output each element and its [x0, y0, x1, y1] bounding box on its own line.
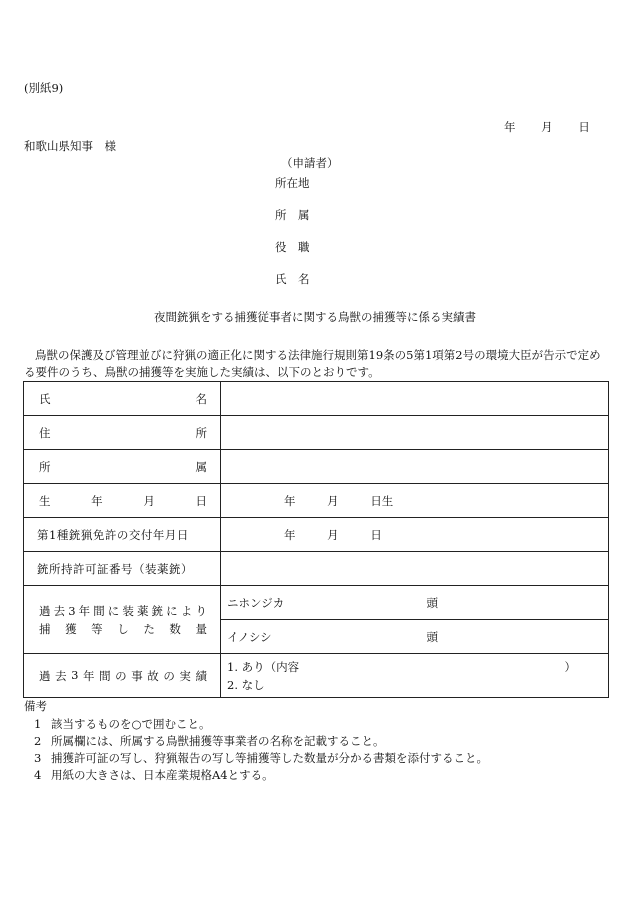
affiliation-label: 所 属: [39, 459, 207, 474]
note-item-4: 4 用紙の大きさは、日本産業規格A4とする。: [34, 768, 274, 782]
table-row-address: [24, 416, 609, 450]
birth-date-label: 生 年 月 日: [39, 493, 207, 508]
applicant-affiliation-label: 所 属: [275, 208, 310, 222]
accident-value-cell[interactable]: [221, 654, 609, 698]
affiliation-label-cell: [24, 450, 221, 484]
form-number: (別紙9): [24, 81, 64, 95]
species-boar: イノシシ: [227, 629, 272, 644]
accident-option-no[interactable]: 2. なし: [227, 677, 265, 692]
date-year-label: 年: [504, 120, 516, 134]
addressee: 和歌山県知事 様: [24, 139, 116, 153]
date-month-label: 月: [541, 120, 553, 134]
table-row-catch-deer: [24, 586, 609, 620]
catch-deer-value-cell[interactable]: [221, 586, 609, 620]
catch-boar-value-cell[interactable]: [221, 620, 609, 654]
catch-count-label: 過 去 3 年 間 に 装 薬 銃 に よ り 捕 獲 等 し た 数 量: [39, 603, 207, 636]
license-date-value-cell[interactable]: [221, 518, 609, 552]
unit-head-boar: 頭: [426, 629, 438, 644]
license-date-label: 第1種銃猟免許の交付年月日: [37, 527, 189, 542]
accident-option-yes[interactable]: 1. あり（内容 ）: [227, 659, 576, 674]
name-label: 氏 名: [39, 391, 207, 406]
applicant-address-label: 所在地: [275, 176, 310, 190]
license-label-cell: [24, 518, 221, 552]
submission-date: [504, 119, 590, 135]
catch-count-label-cell: [24, 586, 221, 654]
applicant-name-label: 氏 名: [275, 272, 310, 286]
affiliation-value-cell[interactable]: [221, 450, 609, 484]
permit-number-value-cell[interactable]: [221, 552, 609, 586]
accident-label-cell: [24, 654, 221, 698]
note-item-2: 2 所属欄には、所属する鳥獣捕獲等事業者の名称を記載すること。: [34, 734, 385, 748]
document-title: 夜間銃猟をする捕獲従事者に関する鳥獣の捕獲等に係る実績書: [154, 310, 476, 324]
birth-label-cell: [24, 484, 221, 518]
applicant-position-label: 役 職: [275, 240, 310, 254]
record-table: [23, 381, 609, 698]
table-row-name: [24, 382, 609, 416]
note-item-3: 3 捕獲許可証の写し、狩猟報告の写し等捕獲等した数量が分かる書類を添付すること。: [34, 751, 488, 765]
accident-record-label: 過 去 3 年 間 の 事 故 の 実 績: [39, 667, 207, 683]
address-value-cell[interactable]: [221, 416, 609, 450]
note-item-1: 1 該当するものを○で囲むこと。: [34, 717, 211, 731]
address-label: 住 所: [39, 425, 207, 440]
license-date-value: 年 月 日: [284, 527, 382, 542]
unit-head-deer: 頭: [426, 595, 438, 610]
date-day-label: 日: [578, 120, 590, 134]
table-row-affiliation: [24, 450, 609, 484]
species-deer: ニホンジカ: [227, 595, 285, 610]
birth-date-value-cell[interactable]: [221, 484, 609, 518]
applicant-heading: （申請者）: [281, 156, 339, 170]
permit-label-cell: [24, 552, 221, 586]
catch-boar-value: [221, 629, 608, 645]
name-label-cell: [24, 382, 221, 416]
catch-deer-value: [221, 595, 608, 611]
table-row-birth-date: [24, 484, 609, 518]
notes-heading: 備考: [24, 699, 47, 713]
table-row-accidents: [24, 654, 609, 698]
table-row-permit-number: [24, 552, 609, 586]
birth-date-value: 年 月 日生: [284, 493, 394, 508]
name-value-cell[interactable]: [221, 382, 609, 416]
permit-number-label: 銃所持許可証番号（装薬銃）: [37, 561, 193, 576]
table-row-license-date: [24, 518, 609, 552]
document-body-text: 鳥獣の保護及び管理並びに狩猟の適正化に関する法律施行規則第19条の5第1項第2号の環境大臣が告示で定める要件のうち、鳥獣の捕獲等を実施した実績は、以下のとおりです。: [24, 348, 601, 379]
address-label-cell: [24, 416, 221, 450]
